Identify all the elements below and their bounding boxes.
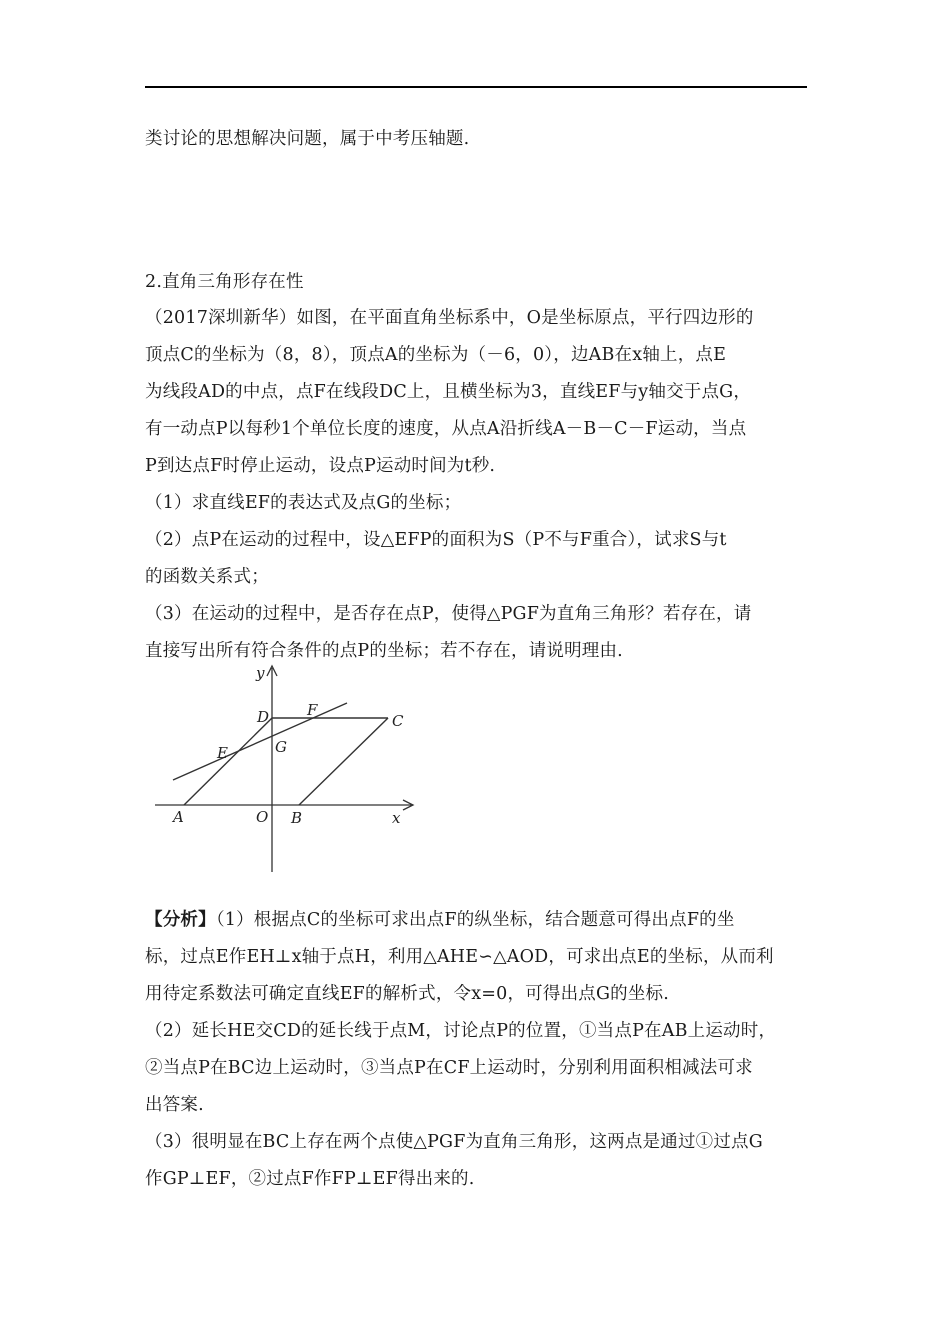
label-B: B (291, 809, 303, 827)
question-1: （1）求直线EF的表达式及点G的坐标； (145, 493, 462, 513)
label-y: y (256, 664, 265, 682)
analysis-line-2: 标，过点E作EH⊥x轴于点H，利用△AHE∽△AOD，可求出点E的坐标，从而利 (145, 947, 774, 967)
label-O: O (256, 808, 269, 826)
label-G: G (275, 738, 287, 756)
analysis-line-4: （2）延长HE交CD的延长线于点M，讨论点P的位置，①当点P在AB上运动时， (145, 1021, 777, 1041)
problem-line-3: 为线段AD的中点，点F在线段DC上，且横坐标为3，直线EF与y轴交于点G， (145, 382, 752, 402)
analysis-line-6: 出答案. (145, 1095, 204, 1115)
label-A: A (173, 808, 184, 826)
analysis-line-3: 用待定系数法可确定直线EF的解析式，令x=0，可得出点G的坐标. (145, 984, 670, 1004)
question-3-line-1: （3）在运动的过程中，是否存在点P，使得△PGF为直角三角形？若存在，请 (145, 604, 752, 624)
coordinate-figure (145, 660, 425, 880)
question-2-line-2: 的函数关系式； (145, 567, 269, 587)
analysis-line-5: ②当点P在BC边上运动时，③当点P在CF上运动时，分别利用面积相减法可求 (145, 1058, 753, 1078)
problem-line-2: 顶点C的坐标为（8，8），顶点A的坐标为（－6，0），边AB在x轴上，点E (145, 345, 727, 365)
label-C: C (392, 712, 404, 730)
problem-line-5: P到达点F时停止运动，设点P运动时间为t秒. (145, 456, 496, 476)
label-F: F (307, 701, 318, 719)
problem-line-1: （2017深圳新华）如图，在平面直角坐标系中，O是坐标原点，平行四边形的 (145, 308, 754, 328)
analysis-text: （1）根据点C的坐标可求出点F的纵坐标，结合题意可得出点F的坐 (215, 910, 735, 930)
section-heading: 2.直角三角形存在性 (145, 272, 304, 292)
segment-AD (184, 718, 272, 805)
label-D: D (257, 708, 270, 726)
analysis-line-7: （3）很明显在BC上存在两个点使△PGF为直角三角形，这两点是通过①过点G (145, 1132, 763, 1152)
problem-line-4: 有一动点P以每秒1个单位长度的速度，从点A沿折线A－B－C－F运动，当点 (145, 419, 747, 439)
label-E: E (217, 744, 228, 762)
analysis-tag: 【分析】 (145, 910, 216, 930)
header-rule (145, 86, 807, 88)
analysis-line-8: 作GP⊥EF，②过点F作FP⊥EF得出来的. (145, 1169, 475, 1189)
segment-CB (299, 718, 388, 805)
question-3-line-2: 直接写出所有符合条件的点P的坐标；若不存在，请说明理由. (145, 641, 623, 661)
label-x: x (392, 809, 401, 827)
question-2-line-1: （2）点P在运动的过程中，设△EFP的面积为S（P不与F重合），试求S与t (145, 530, 727, 550)
analysis-line-1 (145, 906, 825, 934)
intro-line: 类讨论的思想解决问题，属于中考压轴题. (145, 129, 470, 149)
